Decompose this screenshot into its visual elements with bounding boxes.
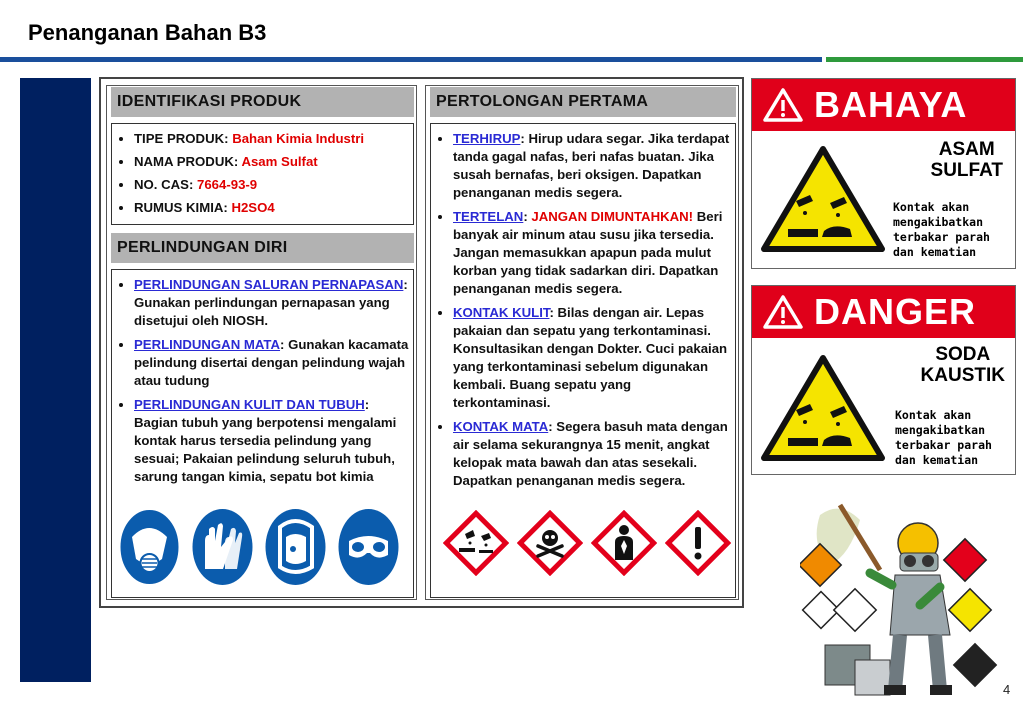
first-aid-eyes: • KONTAK MATA: Segera basuh mata dengan air selama sekurangnya 15 menit, angkat kelopak mata bawah dan atas sesekali. Dapatkan penanganan medis segera.	[453, 418, 731, 490]
page-number: 4	[1003, 682, 1011, 697]
worker-hazmat-illustration	[800, 495, 1010, 705]
goggles-icon	[337, 507, 400, 587]
first-aid-box	[430, 123, 736, 598]
msds-right-panel	[425, 85, 739, 600]
identification-header: IDENTIFIKASI PRODUK	[111, 87, 414, 117]
danger-sign-caustic-soda	[751, 285, 1016, 475]
corrosive-warning-icon	[760, 354, 886, 462]
msds-card	[99, 77, 744, 608]
protection-item-respiratory: • PERLINDUNGAN SALURAN PERNAPASAN: Gunakan perlindungan pernapasan yang disetujui oleh NIOSH.	[134, 276, 409, 330]
sign-warning-text: Kontak akan mengakibatkan terbakar parah dan kematian	[895, 408, 992, 467]
danger-sign-sulfuric-acid	[751, 78, 1016, 269]
slide-title: Penanganan Bahan B3	[28, 20, 267, 45]
id-item-name: • NAMA PRODUK: Asam Sulfat	[134, 153, 409, 171]
ghs-icons	[443, 510, 731, 576]
id-item-formula: • RUMUS KIMIA: H2SO4	[134, 199, 409, 217]
corrosive-warning-icon	[760, 145, 886, 253]
protection-box	[111, 269, 414, 598]
sign-warning-text: Kontak akan mengakibatkan terbakar parah dan kematian	[893, 200, 990, 259]
id-item-type: • TIPE PRODUK: Bahan Kimia Industri	[134, 130, 409, 148]
health-hazard-icon	[591, 510, 657, 576]
warning-triangle-icon	[762, 87, 804, 123]
corrosive-icon	[443, 510, 509, 576]
id-item-cas: • NO. CAS: 7664-93-9	[134, 176, 409, 194]
sidebar-bar	[20, 78, 91, 682]
header-rule-blue	[0, 57, 822, 62]
header-rule-green	[826, 57, 1023, 62]
respirator-icon	[118, 507, 181, 587]
sign-chemical-name: ASAM SULFAT	[930, 139, 1003, 181]
first-aid-swallowed: • TERTELAN: JANGAN DIMUNTAHKAN! Beri banyak air minum atau susu jika tersedia. Jangan memasukkan apapun pada mulut korban yang tidak sadarkan diri. Dapatkan penanganan medis segera.	[453, 208, 731, 298]
first-aid-skin: • KONTAK KULIT: Bilas dengan air. Lepas pakaian dan sepatu yang terkontaminasi. Konsultasikan dengan Dokter. Cuci pakaian yang terkontaminasi sebelum digunakan kembali. Buang sepatu yang terkontaminasi.	[453, 304, 731, 412]
ppe-icons	[118, 507, 400, 587]
first-aid-header: PERTOLONGAN PERTAMA	[430, 87, 736, 117]
skull-crossbones-icon	[517, 510, 583, 576]
identification-box	[111, 123, 414, 225]
exclamation-icon	[665, 510, 731, 576]
sign-header: BAHAYA	[752, 79, 1015, 131]
face-shield-icon	[264, 507, 327, 587]
protection-item-eyes: • PERLINDUNGAN MATA: Gunakan kacamata pelindung disertai dengan pelindung wajah atau tudung	[134, 336, 409, 390]
sign-header: DANGER	[752, 286, 1015, 338]
warning-triangle-icon	[762, 294, 804, 330]
msds-left-panel	[106, 85, 417, 600]
gloves-icon	[191, 507, 254, 587]
protection-header: PERLINDUNGAN DIRI	[111, 233, 414, 263]
protection-item-skin: • PERLINDUNGAN KULIT DAN TUBUH: Bagian tubuh yang berpotensi mengalami kontak harus tersedia pelindung yang sesuai; Pakaian pelindung seluruh tubuh, sarung tangan kimia, sepatu bot kimia	[134, 396, 409, 486]
first-aid-inhaled: • TERHIRUP: Hirup udara segar. Jika terdapat tanda gagal nafas, beri nafas buatan. Jika susah bernafas, beri oksigen. Dapatkan penanganan medis segera.	[453, 130, 731, 202]
sign-chemical-name: SODA KAUSTIK	[920, 344, 1005, 386]
